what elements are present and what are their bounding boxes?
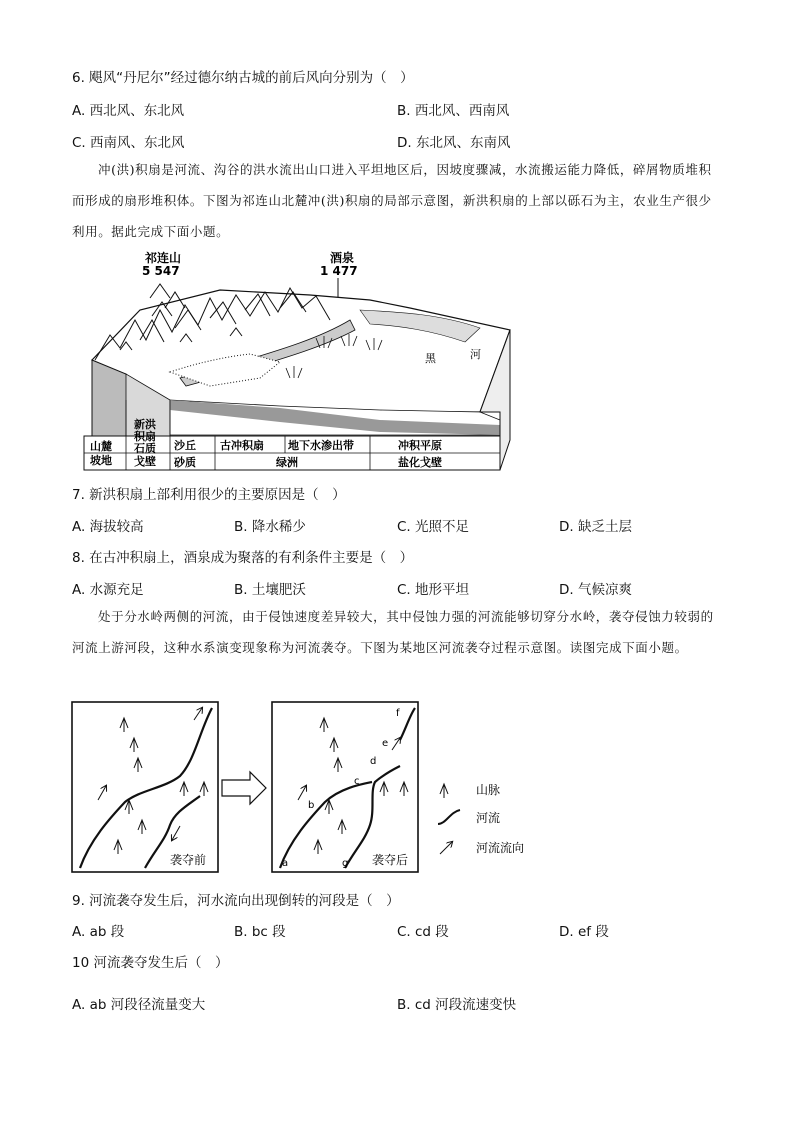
legend-river-label: 河流 bbox=[476, 811, 501, 825]
q7-option-a[interactable]: A. 海拔较高 bbox=[72, 519, 144, 535]
cell-stony-2: 戈壁 bbox=[134, 455, 156, 468]
passage-river-capture: 处于分水岭两侧的河流，由于侵蚀速度差异较大，其中侵蚀力强的河流能够切穿分水岭，袭夺侵蚀力较弱的河流上游河段，这种水系演变现象称为河流袭夺。下图为某地区河流袭夺过程示意图。读图完成下面小题。 bbox=[72, 609, 714, 655]
cell-slope-1: 山麓 bbox=[90, 440, 112, 453]
cell-sandy: 砂质 bbox=[174, 456, 196, 469]
panel-after-label: 袭夺后 bbox=[372, 853, 409, 867]
cell-oasis: 绿洲 bbox=[276, 456, 298, 469]
question-10-stem: 10 河流袭夺发生后（ ） bbox=[72, 955, 229, 971]
q8-option-b[interactable]: B. 土壤肥沃 bbox=[234, 582, 306, 598]
cell-old-fan: 古冲积扇 bbox=[220, 439, 264, 452]
q6-option-a[interactable]: A. 西北风、东北风 bbox=[72, 103, 185, 119]
diagram-legend bbox=[438, 783, 524, 855]
point-g: g bbox=[342, 858, 349, 869]
cell-saline: 盐化戈壁 bbox=[398, 456, 442, 469]
q9-option-a[interactable]: A. ab 段 bbox=[72, 924, 125, 940]
panel-before-capture bbox=[72, 702, 218, 872]
legend-river-icon bbox=[438, 810, 460, 824]
mountain-elevation-label: 5 547 bbox=[142, 264, 180, 278]
passage-alluvial-fan: 冲(洪)积扇是河流、沟谷的洪水流出山口进入平坦地区后，因坡度骤减，水流搬运能力降低，碎屑物质堆积而形成的扇形堆积体。下图为祁连山北麓冲(洪)积扇的局部示意图，新洪积扇的上部以砾石为主，农业生产很少利用。据此完成下面小题。 bbox=[72, 162, 712, 239]
q8-option-a[interactable]: A. 水源充足 bbox=[72, 582, 144, 598]
panel-before-label: 袭夺前 bbox=[170, 853, 207, 867]
point-b: b bbox=[308, 800, 315, 811]
alluvial-fan-diagram bbox=[80, 250, 520, 472]
cell-newfan-2: 积扇 bbox=[134, 430, 156, 443]
q10-option-a[interactable]: A. ab 河段径流量变大 bbox=[72, 997, 206, 1013]
river-label-2: 河 bbox=[470, 348, 481, 361]
point-e: e bbox=[382, 738, 389, 749]
point-f: f bbox=[396, 708, 400, 719]
q7-option-b[interactable]: B. 降水稀少 bbox=[234, 519, 306, 535]
q9-option-d[interactable]: D. ef 段 bbox=[559, 924, 609, 940]
q9-option-c[interactable]: C. cd 段 bbox=[397, 924, 449, 940]
q6-option-d[interactable]: D. 东北风、东南风 bbox=[397, 135, 511, 151]
legend-flow-label: 河流流向 bbox=[476, 841, 525, 855]
mountain-name-label: 祁连山 bbox=[145, 251, 182, 265]
question-6-stem: 6. 飓风“丹尼尔”经过德尔纳古城的前后风向分别为（ ） bbox=[72, 70, 414, 86]
cell-dune: 沙丘 bbox=[174, 439, 196, 452]
river-label-1: 黑 bbox=[425, 352, 436, 365]
cell-newfan-1: 新洪 bbox=[134, 418, 156, 431]
panel-after-capture bbox=[272, 702, 418, 872]
point-a: a bbox=[282, 858, 289, 869]
point-c: c bbox=[354, 776, 360, 787]
q10-option-b[interactable]: B. cd 河段流速变快 bbox=[397, 997, 517, 1013]
question-8-stem: 8. 在古冲积扇上，酒泉成为聚落的有利条件主要是（ ） bbox=[72, 550, 414, 566]
q6-option-c[interactable]: C. 西南风、东北风 bbox=[72, 135, 185, 151]
q7-option-c[interactable]: C. 光照不足 bbox=[397, 519, 470, 535]
transition-arrow bbox=[222, 772, 266, 804]
q6-option-b[interactable]: B. 西北风、西南风 bbox=[397, 103, 510, 119]
question-9-stem: 9. 河流袭夺发生后，河水流向出现倒转的河段是（ ） bbox=[72, 893, 400, 909]
legend-mountain-icon bbox=[440, 784, 448, 798]
river-capture-diagram bbox=[70, 700, 540, 876]
q8-option-c[interactable]: C. 地形平坦 bbox=[397, 582, 470, 598]
question-7-stem: 7. 新洪积扇上部利用很少的主要原因是（ ） bbox=[72, 487, 346, 503]
city-elevation-label: 1 477 bbox=[320, 264, 358, 278]
city-name-label: 酒泉 bbox=[330, 251, 355, 265]
q8-option-d[interactable]: D. 气候凉爽 bbox=[559, 582, 632, 598]
cell-stony-1: 石质 bbox=[134, 442, 156, 455]
q7-option-d[interactable]: D. 缺乏土层 bbox=[559, 519, 632, 535]
legend-flow-icon bbox=[440, 842, 452, 854]
cell-plain: 冲积平原 bbox=[398, 439, 442, 452]
q9-option-b[interactable]: B. bc 段 bbox=[234, 924, 286, 940]
point-d: d bbox=[370, 756, 377, 767]
cell-seepage: 地下水渗出带 bbox=[288, 439, 354, 452]
legend-mountain-label: 山脉 bbox=[476, 783, 501, 797]
cell-slope-2: 坡地 bbox=[90, 454, 112, 467]
